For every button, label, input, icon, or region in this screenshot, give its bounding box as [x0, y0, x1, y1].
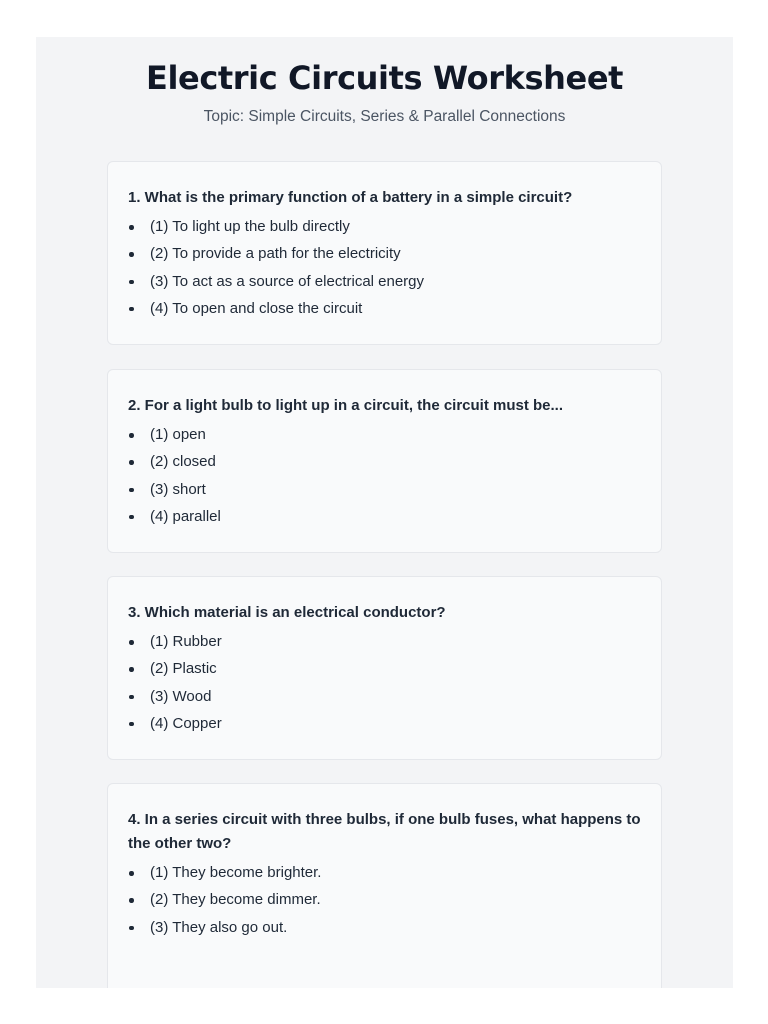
question-card-1: [107, 161, 662, 345]
bullet-icon: [129, 640, 134, 645]
option-label: (4) parallel: [150, 507, 221, 525]
bullet-icon: [129, 433, 134, 438]
bullet-icon: [129, 280, 134, 285]
option-label: (2) They become dimmer.: [150, 891, 321, 909]
bullet-icon: [129, 460, 134, 465]
bullet-icon: [129, 871, 134, 876]
bullet-icon: [129, 307, 134, 312]
option-item: [128, 240, 641, 267]
option-label: (3) Wood: [150, 687, 212, 705]
option-item: [128, 628, 641, 655]
question-text: 1. What is the primary function of a battery in a simple circuit?: [128, 189, 573, 206]
option-label: (1) To light up the bulb directly: [150, 218, 350, 235]
option-label: (3) They also go out.: [150, 918, 288, 936]
question-text: 4. In a series circuit with three bulbs, if one bulb fuses, what happens to the other two?: [128, 811, 641, 852]
question-text: 2. For a light bulb to light up in a circuit, the circuit must be...: [128, 397, 564, 414]
option-item: [128, 421, 641, 448]
option-list: [128, 859, 641, 941]
option-list: [128, 628, 641, 737]
option-item: [128, 655, 641, 682]
bullet-icon: [129, 225, 134, 230]
bullet-icon: [129, 695, 134, 700]
worksheet-page: [36, 37, 733, 988]
question-card-4: [107, 783, 662, 988]
option-label: (2) closed: [150, 453, 216, 471]
bullet-icon: [129, 488, 134, 493]
option-list: [128, 421, 641, 530]
question-card-3: [107, 576, 662, 760]
option-item: [128, 683, 641, 710]
option-item: [128, 476, 641, 503]
option-label: (2) Plastic: [150, 660, 217, 678]
option-label: (1) Rubber: [150, 633, 222, 650]
option-list: [128, 213, 641, 322]
option-item: [128, 213, 641, 240]
bullet-icon: [129, 252, 134, 257]
bullet-icon: [129, 926, 134, 931]
bullet-icon: [129, 515, 134, 520]
option-item: [128, 859, 641, 886]
worksheet-subtitle: Topic: Simple Circuits, Series & Parallel Connections: [203, 108, 566, 125]
option-label: (2) To provide a path for the electricity: [150, 245, 401, 263]
option-item: [128, 710, 641, 737]
option-label: (1) open: [150, 426, 206, 443]
option-item: [128, 448, 641, 475]
bullet-icon: [129, 667, 134, 672]
option-label: (4) To open and close the circuit: [150, 299, 363, 317]
worksheet-title: Electric Circuits Worksheet: [145, 59, 624, 97]
option-item: [128, 268, 641, 295]
option-label: (1) They become brighter.: [150, 864, 322, 881]
option-label: (3) short: [150, 480, 206, 498]
option-label: (4) Copper: [150, 714, 222, 732]
option-item: [128, 914, 641, 941]
option-item: [128, 295, 641, 322]
question-text: 3. Which material is an electrical conductor?: [128, 604, 446, 621]
bullet-icon: [129, 898, 134, 903]
option-label: (3) To act as a source of electrical energy: [150, 272, 425, 290]
bullet-icon: [129, 722, 134, 727]
option-item: [128, 886, 641, 913]
option-item: [128, 503, 641, 530]
question-card-2: [107, 369, 662, 553]
